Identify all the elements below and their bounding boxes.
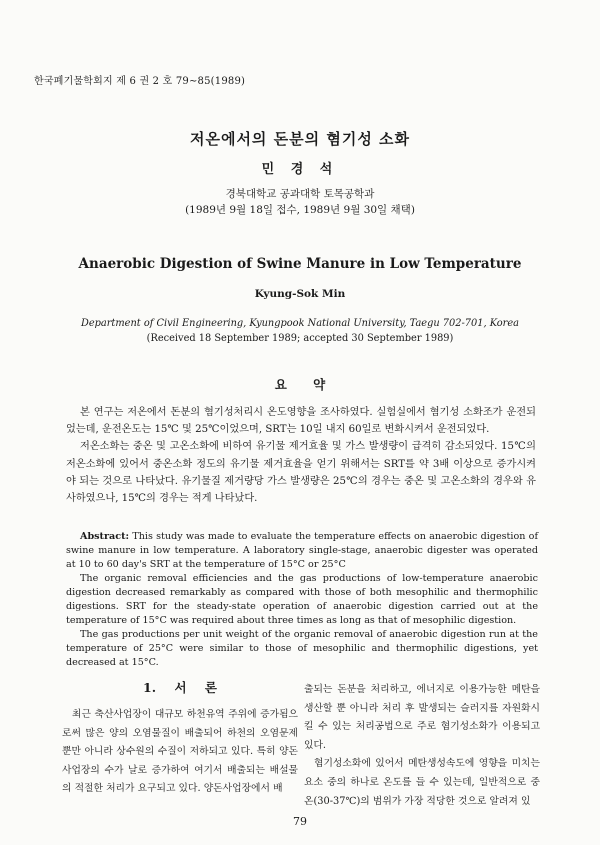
- body-paragraph: 최근 축산사업장이 대규모 하천유역 주위에 증가됨으로써 많은 양의 오염물질이 배출되어 하천의 오염문제뿐만 아니라 상수원의 수질이 저하되고 있다. 특히 양돈사업장의 수가 날로 증가하여 여기서 배출되는 배설물의 적절한 처리가 요구되고 있다. 양돈사업장에서 배: [62, 709, 298, 795]
- korean-author: 민 경 석: [261, 162, 339, 177]
- korean-abstract-heading: 요 약: [274, 377, 326, 392]
- korean-received-date: (1989년 9월 18일 접수, 1989년 9월 30일 채택): [185, 204, 415, 216]
- korean-abstract-paragraph: 저온소화는 중온 및 고온소화에 비하여 유기물 제거효율 및 가스 발생량이 급격히 감소되었다. 15℃의 저온소화에 있어서 중온소화 정도의 유기물 제거효율을 얻기 위해서는 SRT를 약 3배 이상으로 증가시켜야 되는 것으로 나타났다. 유기물질 제거량당 가스 발생량은 25℃의 경우는 중온 및 고온소화의 경우와 유사하였으나, 15℃의 경우는 적게 나타났다.: [66, 441, 536, 505]
- english-affiliation: Department of Civil Engineering, Kyungpook National University, Taegu 702-701, Korea: [80, 318, 520, 329]
- english-abstract: [66, 530, 538, 670]
- korean-affiliation: 경북대학교 공과대학 토목공학과: [225, 188, 375, 200]
- english-abstract-paragraph: The gas productions per unit weight of the organic removal of anaerobic digestion run at the temperature of 25°C were similar to those of mesophilic and thermophilic digestions, yet decreased at 15°C.: [66, 629, 538, 668]
- body-column-right: [304, 681, 540, 811]
- korean-abstract-paragraph: 본 연구는 저온에서 돈분의 혐기성처리시 온도영향을 조사하였다. 실험실에서 혐기성 소화조가 운전되었는데, 운전온도는 15℃ 및 25℃이었으며, SRT는 10일 내지 60일로 변화시켜서 운전되었다.: [66, 407, 536, 436]
- abstract-label: Abstract:: [80, 531, 130, 542]
- english-title: Anaerobic Digestion of Swine Manure in Low Temperature: [78, 256, 522, 272]
- section-heading-introduction: 1. 서 론: [143, 680, 217, 695]
- page-number: 79: [293, 815, 307, 828]
- journal-reference: 한국폐기물학회지 제 6 권 2 호 79∼85(1989): [34, 76, 246, 87]
- english-author: Kyung-Sok Min: [254, 288, 346, 300]
- english-received-date: (Received 18 September 1989; accepted 30 September 1989): [146, 333, 454, 344]
- korean-title: 저온에서의 돈분의 혐기성 소화: [189, 130, 411, 148]
- english-abstract-paragraph: [66, 530, 538, 572]
- body-column-left: [62, 681, 298, 799]
- english-abstract-paragraph: The organic removal efficiencies and the gas productions of low-temperature anaerobic digestion decreased remarkably as compared with those of both mesophilic and thermophilic digestions. SRT for the steady-state operation of anaerobic digestion carried out at the temperature of 15°C was required about three times as long as that of mesophilic digestion.: [66, 573, 538, 626]
- english-abstract-text: This study was made to evaluate the temperature effects on anaerobic digestion of swine manure in low temperature. A laboratory single-stage, anaerobic digester was operated at 10 to 60 day's SRT at the temperature of 15°C or 25°C: [66, 531, 538, 570]
- body-paragraph: 출되는 돈분을 처리하고, 에너지로 이용가능한 메탄을 생산할 뿐 아니라 처리 후 발생되는 슬러지를 자원화시킬 수 있는 처리공법으로 주로 혐기성소화가 이용되고 있다.: [304, 684, 540, 751]
- korean-abstract: [66, 404, 536, 507]
- body-paragraph: 혐기성소화에 있어서 메탄생성속도에 영향을 미치는 요소 중의 하나로 온도를 들 수 있는데, 일반적으로 중온(30-37℃)의 범위가 가장 적당한 것으로 알려져 있: [304, 758, 540, 807]
